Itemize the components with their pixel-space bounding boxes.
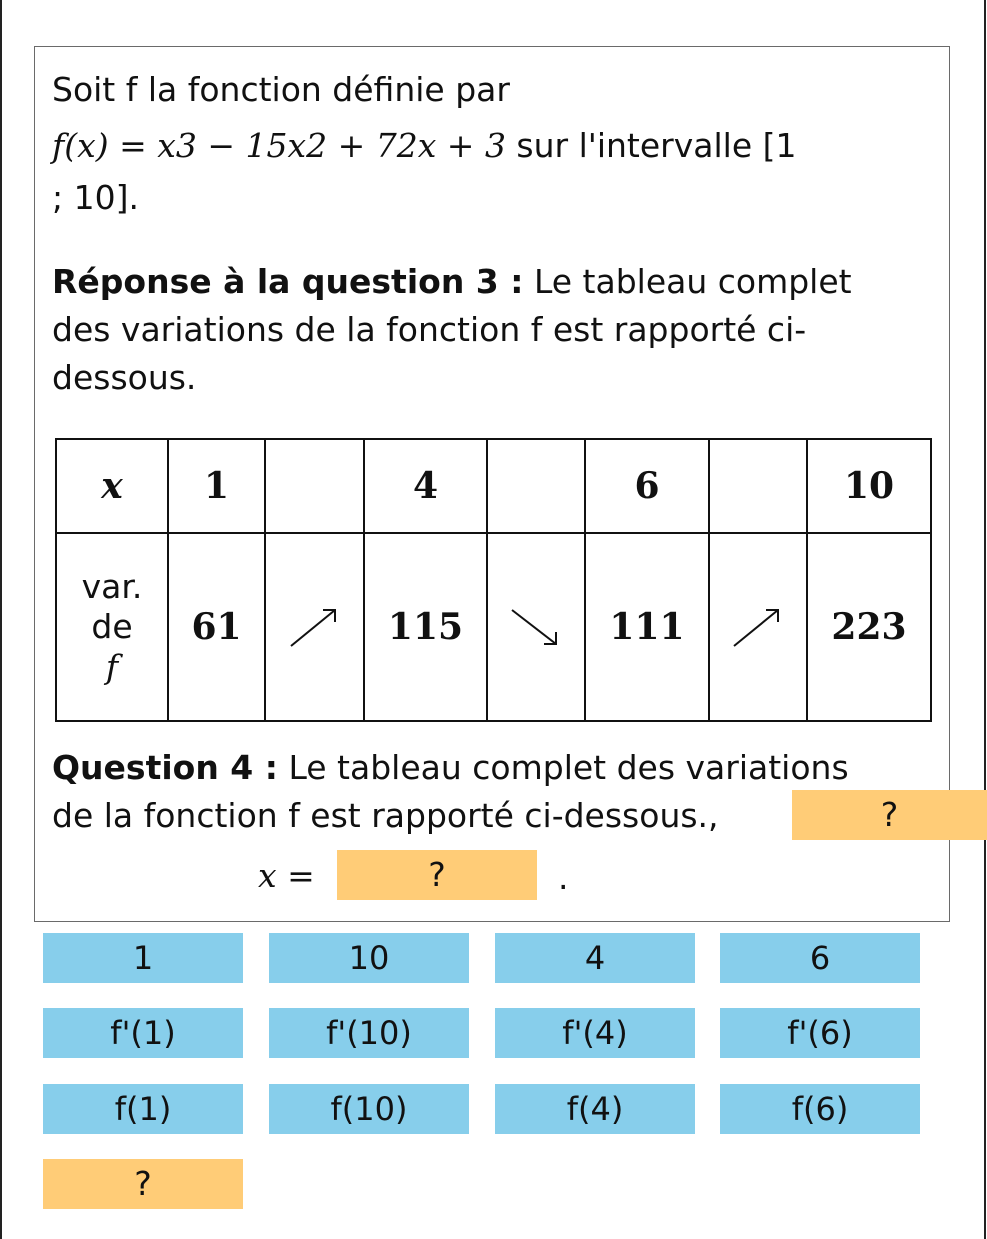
intro-line3: ; 10]. [52,178,139,217]
right-border [984,0,986,1239]
answer3-heading: Réponse à la question 3 : [52,262,524,301]
arrow-cell-1 [265,533,364,721]
interval-suffix: sur l'intervalle [1 [505,126,797,165]
tile-function-10[interactable]: f(10) [269,1084,469,1134]
arrow-up-icon [728,602,788,652]
tile-value-4[interactable]: 4 [495,933,695,983]
arrow-cell-2 [487,533,585,721]
value-f6: 111 [585,533,709,721]
header-1: 1 [168,439,265,533]
answer-slot-2[interactable]: ? [337,850,537,900]
tile-derivative-6[interactable]: f'(6) [720,1008,920,1058]
header-gap3 [709,439,807,533]
formula-exp1: 3 [175,126,197,165]
variation-table [55,438,932,722]
question4-text: Le tableau complet des variations [277,748,849,787]
header-4: 4 [364,439,487,533]
formula-term3: + 72x + 3 [327,126,506,165]
header-6: 6 [585,439,709,533]
tile-function-1[interactable]: f(1) [43,1084,243,1134]
question4-heading: Question 4 : [52,748,278,787]
row-label-f: f [105,647,119,686]
tile-drop-slot[interactable]: ? [43,1159,243,1209]
answer3-text: Le tableau complet [523,262,852,301]
formula-lhs: f(x) = [52,126,147,165]
value-f1: 61 [168,533,265,721]
formula-term1: x [157,126,176,165]
header-10: 10 [807,439,931,533]
tile-function-6[interactable]: f(6) [720,1084,920,1134]
value-f10: 223 [807,533,931,721]
tile-value-1[interactable]: 1 [43,933,243,983]
header-gap1 [265,439,364,533]
answer3-line3: dessous. [52,358,197,397]
formula-term2: − 15x [196,126,307,165]
intro-line1: Soit f la fonction définie par [52,70,510,109]
formula-line [52,122,796,170]
question4-line2: de la fonction f est rapporté ci-dessous., [52,796,719,835]
row-label-var: var. [81,567,143,606]
value-f4: 115 [364,533,487,721]
answer3-line2: des variations de la fonction f est rapporté ci- [52,310,807,349]
question4-line1 [52,744,849,792]
row-label [56,533,168,721]
tile-derivative-1[interactable]: f'(1) [43,1008,243,1058]
arrow-cell-3 [709,533,807,721]
tile-derivative-10[interactable]: f'(10) [269,1008,469,1058]
tile-value-6[interactable]: 6 [720,933,920,983]
answer3-line1 [52,258,852,306]
arrow-up-icon [285,602,345,652]
formula-exp2: 2 [306,126,328,165]
sentence-period: . [558,858,569,897]
header-gap2 [487,439,585,533]
tile-function-4[interactable]: f(4) [495,1084,695,1134]
left-border [0,0,2,1239]
tile-value-10[interactable]: 10 [269,933,469,983]
arrow-down-icon [506,602,566,652]
header-x: x [56,439,168,533]
tile-derivative-4[interactable]: f'(4) [495,1008,695,1058]
answer-slot-1[interactable]: ? [792,790,987,840]
x-equals-label: x = [258,856,315,895]
row-label-de: de [91,607,133,646]
